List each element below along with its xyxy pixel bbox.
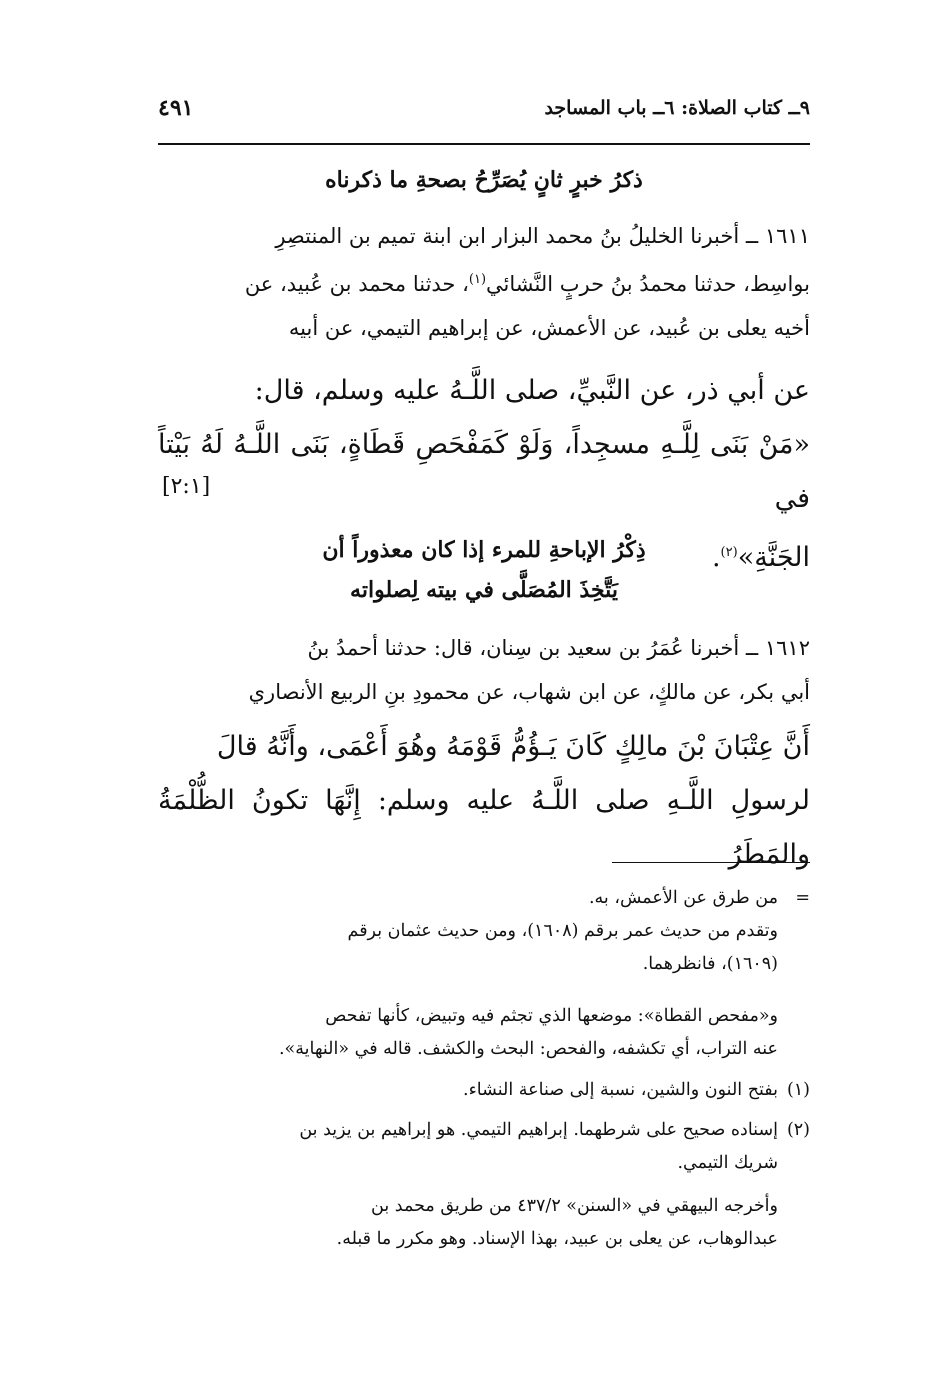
- hadith-1611-isnad: [158, 214, 810, 350]
- heading-line: ذِكْرُ الإباحةِ للمرء إذا كان معذوراً أن: [322, 537, 646, 563]
- footnote-line: عنه التراب، أي تكشفه، والفحص: البحث والكشف. قاله في «النهاية».: [278, 1039, 778, 1059]
- footnote-line: [158, 1114, 810, 1147]
- footnote-gloss: [158, 1000, 810, 1066]
- footnote-marker-1: (١): [468, 272, 487, 287]
- matn-end: .: [711, 542, 721, 573]
- matn-text: الجَنَّةِ»: [737, 542, 810, 573]
- footnote-1: [158, 1074, 810, 1107]
- footnote-line: [158, 882, 810, 915]
- footnote-label: (٢): [786, 1120, 810, 1140]
- footnote-line: وتقدم من حديث عمر برقم (١٦٠٨)، ومن حديث عثمان برقم: [347, 921, 778, 941]
- footnote-2-continued: [158, 1190, 810, 1256]
- continuation-marker: =: [795, 888, 810, 908]
- isnad-text: ، حدثنا محمد بن عُبيد، عن: [244, 272, 469, 296]
- footnote-label: (١): [786, 1080, 810, 1100]
- hadith-1612-matn: [158, 720, 810, 882]
- footnote-line: شريك التيمي.: [677, 1153, 778, 1173]
- footnote-line: و«مفحص القطاة»: موضعها الذي تجثم فيه وتبيض، كأنها تفحص: [325, 1006, 778, 1026]
- hadith-1612-isnad: [158, 626, 810, 714]
- page-header: [158, 88, 810, 128]
- hadith-reference: [٢:١]: [162, 474, 211, 499]
- heading-line: يَتَّخِذَ المُصَلَّى في بيته لِصلواته: [350, 577, 618, 603]
- footnote-text: إسناده صحيح على شرطهما. إبراهيم التيمي. هو إبراهيم بن يزيد بن: [299, 1120, 778, 1140]
- footnote-line: وأخرجه البيهقي في «السنن» ٤٣٧/٢ من طريق محمد بن: [371, 1196, 778, 1216]
- isnad-line: ١٦١١ ــ أخبرنا الخليلُ بنُ محمد البزار ابن ابنة تميم بن المنتصِرِ: [275, 224, 810, 248]
- section-heading-2: [158, 530, 810, 610]
- running-title: ٩ــ كتاب الصلاة: ٦ــ باب المساجد: [544, 97, 810, 119]
- matn-line: عن أبي ذر، عن النَّبيِّ، صلى اللَّـهُ عليه وسلم، قال:: [254, 375, 810, 406]
- footnote-text: من طرق عن الأعمش، به.: [588, 888, 778, 908]
- footnote-line: (١٦٠٩)، فانظرهما.: [642, 954, 778, 974]
- footnote-text: بفتح النون والشين، نسبة إلى صناعة النشاء.: [463, 1080, 778, 1100]
- matn-line: لرسولِ اللَّـهِ صلى اللَّـهُ عليه وسلم: إِنَّهَا تكونُ الظُّلْمَةُ والمَطَرُ: [158, 785, 810, 870]
- section-heading-1: ذكرُ خبرٍ ثانٍ يُصَرِّحُ بصحةِ ما ذكرناه: [325, 167, 643, 193]
- isnad-line: أخيه يعلى بن عُبيد، عن الأعمش، عن إبراهيم التيمي، عن أبيه: [288, 316, 810, 340]
- footnote-marker-2: (٢): [720, 545, 738, 560]
- isnad-line: [158, 258, 810, 306]
- matn-line: أَنَّ عِتْبَانَ بْنَ مالِكٍ كَانَ يَـؤُمُّ قَوْمَهُ وهُوَ أَعْمَى، وأَنَّهُ قالَ: [216, 731, 810, 762]
- footnote-line: عبدالوهاب، عن يعلى بن عبيد، بهذا الإسناد. وهو مكرر ما قبله.: [336, 1229, 778, 1249]
- header-divider: [158, 143, 810, 145]
- footnote-2: [158, 1114, 810, 1180]
- isnad-line: أبي بكر، عن مالكٍ، عن ابن شهاب، عن محمودِ بنِ الربيع الأنصاري: [248, 680, 810, 704]
- matn-line: «مَنْ بَنَى لِلَّـهِ مسجِداً، وَلَوْ كَمَفْحَصِ قَطَاةٍ، بَنَى اللَّـهُ لَهُ بَيْتاً في: [158, 429, 810, 514]
- footnote-divider: [612, 862, 810, 863]
- footnote-continuation: [158, 882, 810, 981]
- isnad-text: بواسِط، حدثنا محمدُ بنُ حربٍ النَّشائي: [486, 272, 810, 296]
- isnad-line: ١٦١٢ ــ أخبرنا عُمَرُ بن سعيد بن سِنان، قال: حدثنا أحمدُ بنُ: [307, 636, 810, 660]
- page-number: ٤٩١: [158, 95, 194, 121]
